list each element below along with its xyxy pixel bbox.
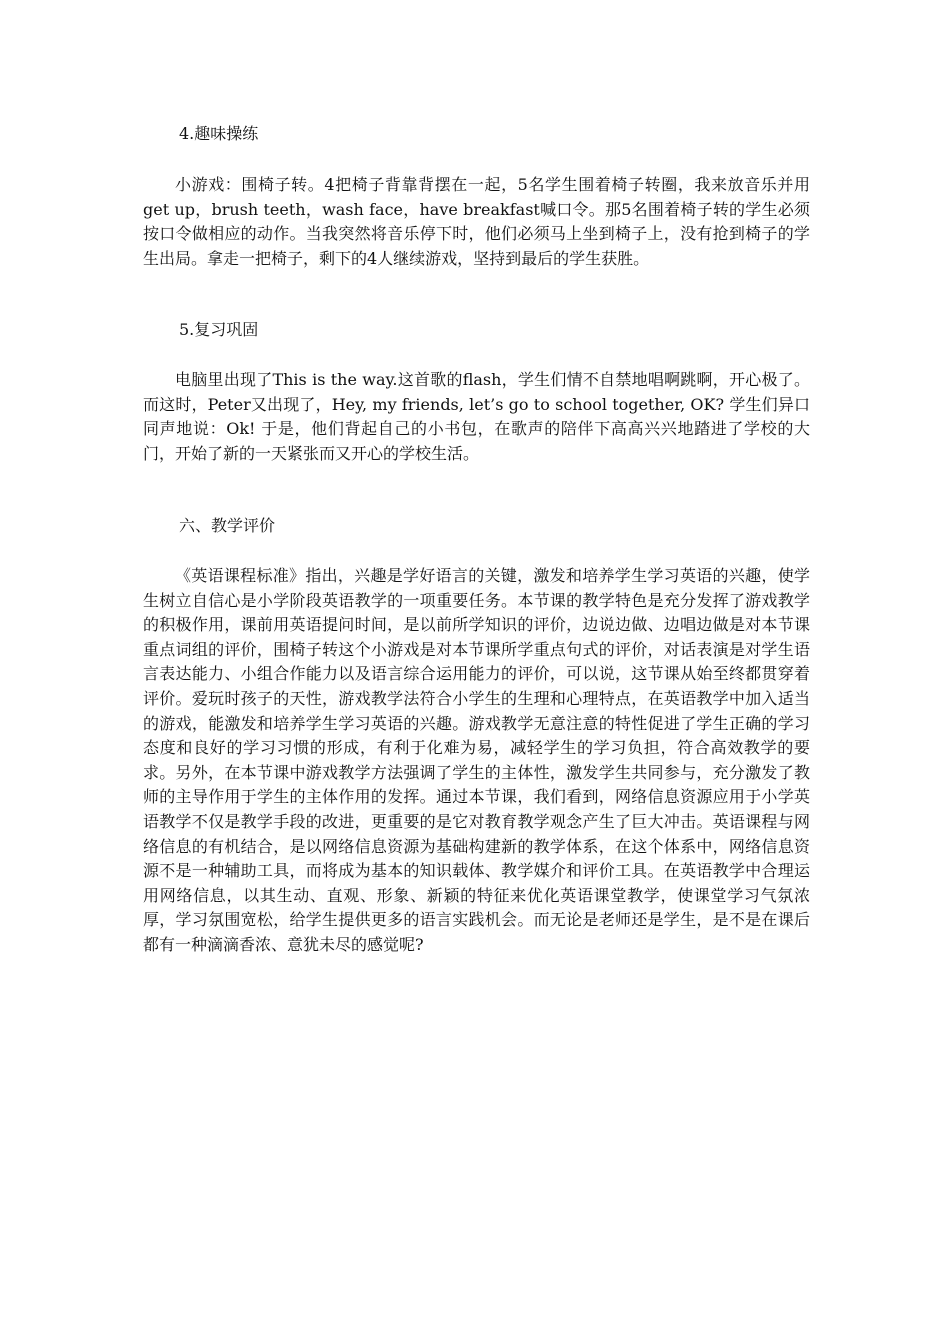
paragraph-evaluation: 《英语课程标准》指出，兴趣是学好语言的关键，激发和培养学生学习英语的兴趣，使学生树立自信心是小学阶段英语教学的一项重要任务。本节课的教学特色是充分发挥了游戏教学的积极作用，课前用英语提问时间，是以前所学知识的评价，边说边做、边唱边做是对本节课重点词组的评价，围椅子转这个小游戏是对本节课所学重点句式的评价，对话表演是对学生语言表达能力、小组合作能力以及语言综合运用能力的评价，可以说，这节课从始至终都贯穿着评价。爱玩时孩子的天性，游戏教学法符合小学生的生理和心理特点，在英语教学中加入适当的游戏，能激发和培养学生学习英语的兴趣。游戏教学无意注意的特性促进了学生正确的学习态度和良好的学习习惯的形成，有利于化难为易，减轻学生的学习负担，符合高效教学的要求。另外，在本节课中游戏教学方法强调了学生的主体性，激发学生共同参与，充分激发了教师的主导作用于学生的主体作用的发挥。通过本节课，我们看到，网络信息资源应用于小学英语教学不仅是教学手段的改进，更重要的是它对教育教学观念产生了巨大冲击。英语课程与网络信息的有机结合，是以网络信息资源为基础构建新的教学体系，在这个体系中，网络信息资源不是一种辅助工具，而将成为基本的知识载体、教学媒介和评价工具。在英语教学中合理运用网络信息，以其生动、直观、形象、新颖的特征来优化英语课堂教学，使课堂学习气氛浓厚，学习氛围宽松，给学生提供更多的语言实践机会。而无论是老师还是学生，是不是在课后都有一种滴滴香浓、意犹未尽的感觉呢? (143, 566, 810, 954)
section-heading-evaluation: 六、教学评价 (179, 516, 276, 535)
section-heading-review: 5.复习巩固 (179, 320, 259, 339)
section-heading-drills: 4.趣味操练 (179, 124, 259, 143)
paragraph-game: 小游戏：围椅子转。4把椅子背靠背摆在一起，5名学生围着椅子转圈，我来放音乐并用get up，brush teeth，wash face，have breakfast喊口令。那5名围着椅子转的学生必须按口令做相应的动作。当我突然将音乐停下时，他们必须马上坐到椅子上，没有抢到椅子的学生出局。拿走一把椅子，剩下的4人继续游戏，坚持到最后的学生获胜。 (143, 175, 810, 268)
paragraph-review: 电脑里出现了This is the way.这首歌的flash，学生们情不自禁地唱啊跳啊，开心极了。而这时，Peter又出现了，Hey, my friends, let’s go to school together, OK? 学生们异口同声地说：Ok! 于是，他们背起自己的小书包，在歌声的陪伴下高高兴兴地踏进了学校的大门，开始了新的一天紧张而又开心的学校生活。 (143, 370, 810, 463)
